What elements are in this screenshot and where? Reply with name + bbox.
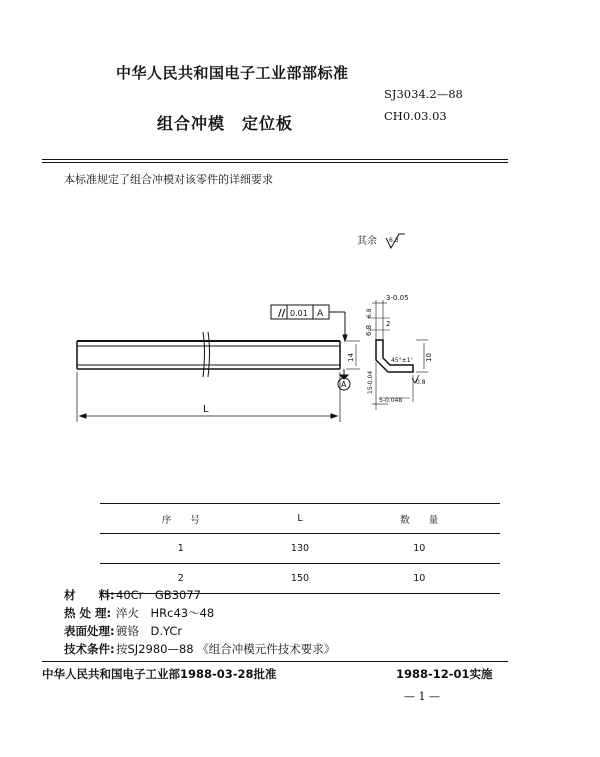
dim-d7: 15-0.04 bbox=[367, 370, 374, 394]
standard-code: SJ3034.2—88 bbox=[384, 87, 463, 101]
approval-date: 中华人民共和国电子工业部1988-03-28批准 bbox=[42, 667, 277, 681]
req-value: 40Cr GB3077 bbox=[116, 588, 201, 602]
col-header-no: 序 号 bbox=[161, 514, 200, 526]
req-key: 热 处 理: bbox=[64, 606, 112, 620]
requirement-heat bbox=[64, 605, 214, 621]
col-header-qty: 数 量 bbox=[400, 514, 439, 526]
requirement-tech bbox=[64, 641, 335, 657]
dim-d9: 0.8 bbox=[416, 379, 426, 386]
ministry-title: 中华人民共和国电子工业部部标准 bbox=[116, 64, 349, 82]
section-profile bbox=[376, 340, 413, 372]
tolerance-value: 0.01 bbox=[290, 309, 308, 318]
dim-d3: 6.8 bbox=[365, 324, 373, 336]
roughness-value: 6.3 bbox=[389, 237, 399, 244]
dim-d10: 6.8 bbox=[366, 308, 373, 318]
break-line-2 bbox=[208, 332, 210, 377]
effective-date: 1988-12-01实施 bbox=[396, 667, 493, 681]
part-code: CH0.03.03 bbox=[384, 109, 447, 123]
frame-datum: A bbox=[317, 309, 324, 319]
document-title: 组合冲模 定位板 bbox=[157, 114, 294, 133]
table-header-row bbox=[100, 504, 500, 534]
req-key: 材 料: bbox=[64, 588, 115, 602]
req-value: 按SJ2980—88 《组合冲模元件技术要求》 bbox=[116, 642, 336, 656]
req-value: 淬火 HRc43～48 bbox=[116, 606, 215, 620]
cell-no: 1 bbox=[177, 543, 184, 554]
dim-d5: 10 bbox=[425, 353, 433, 362]
cell-length: 130 bbox=[290, 543, 310, 554]
cell-length: 150 bbox=[290, 573, 310, 584]
page-number: — 1 — bbox=[404, 690, 440, 703]
req-value: 镀铬 D.YCr bbox=[116, 624, 183, 638]
req-key: 技术条件: bbox=[64, 642, 115, 656]
req-key: 表面处理: bbox=[64, 624, 115, 638]
tolerance-symbol: // bbox=[278, 308, 286, 319]
col-header-length: L bbox=[297, 513, 303, 524]
cell-qty: 10 bbox=[413, 543, 426, 554]
cell-qty: 10 bbox=[413, 573, 426, 584]
dim-d2: 2 bbox=[386, 320, 391, 328]
spec-table bbox=[100, 503, 500, 594]
footer-rule bbox=[42, 661, 508, 662]
requirement-surface bbox=[64, 623, 182, 639]
dim-d4: 14 bbox=[347, 353, 355, 362]
break-line-1 bbox=[203, 332, 205, 377]
cell-no: 2 bbox=[177, 573, 184, 584]
length-label: L bbox=[203, 404, 209, 415]
datum-label: A bbox=[341, 380, 347, 389]
intro-text: 本标准规定了组合冲模对该零件的详细要求 bbox=[64, 173, 273, 186]
dim-d8: 5-0.048 bbox=[379, 397, 403, 404]
dim-d1: 3-0.05 bbox=[386, 294, 409, 302]
dim-d6: 45°±1' bbox=[391, 357, 413, 364]
table-row bbox=[100, 534, 500, 564]
requirement-material bbox=[64, 587, 201, 603]
roughness-note: 其余 bbox=[357, 236, 377, 247]
